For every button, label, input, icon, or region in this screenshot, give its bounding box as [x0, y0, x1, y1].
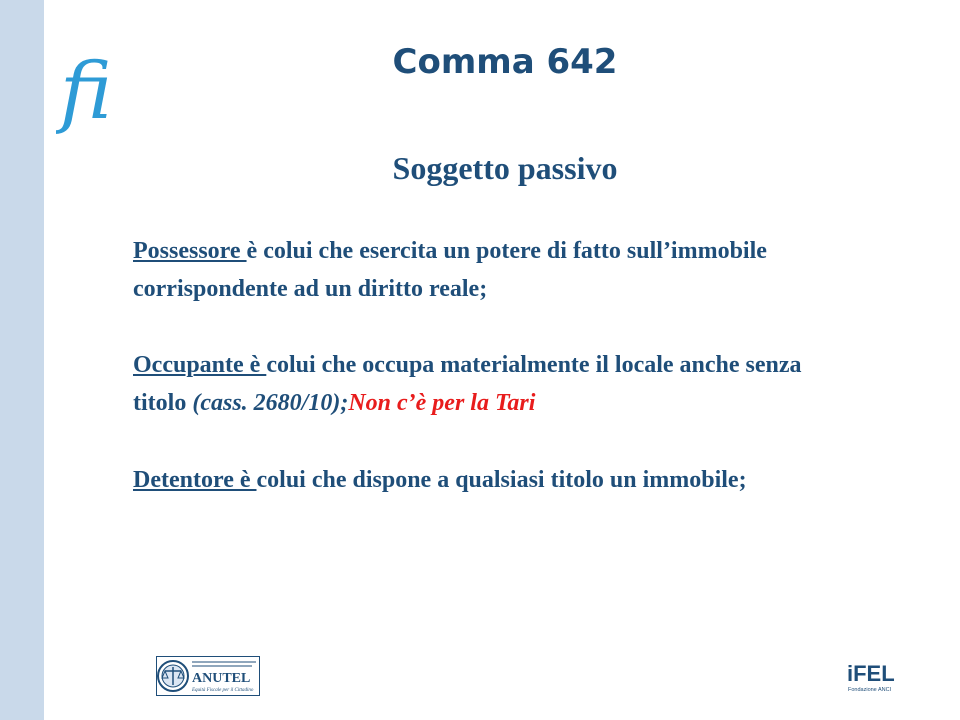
ifel-logo-text: iFEL [847, 661, 895, 686]
anutel-logo-text: ANUTEL [192, 671, 251, 686]
slide-title: Comma 642 [392, 42, 618, 82]
anutel-logo [156, 656, 260, 696]
paragraph-possessore [133, 232, 853, 308]
ifel-logo-tagline: Fondazione ANCI [848, 687, 892, 693]
term-possessore: Possessore [133, 238, 247, 264]
term-occupante: Occupante è [133, 352, 267, 378]
citation-cassazione: (cass. 2680/10); [192, 390, 349, 416]
fi-logo [56, 40, 126, 135]
ifel-logo [845, 655, 895, 695]
paragraph-occupante [133, 346, 853, 422]
note-tari: Non c’è per la Tari [348, 390, 536, 416]
paragraph-detentore [133, 461, 853, 499]
fi-logo-text: fi [60, 47, 113, 135]
slide-subtitle: Soggetto passivo [392, 150, 618, 186]
anutel-logo-tagline: Equità Fiscale per il Cittadino [192, 688, 254, 693]
term-detentore: Detentore è [133, 467, 257, 493]
left-sidebar-band [0, 0, 44, 720]
definition-possessore: è colui che esercita un potere di fatto sull’immobile corrispondente ad un diritto reale; [133, 238, 767, 302]
definition-occupante: colui che occupa materialmente il locale anche senza titolo [133, 352, 802, 416]
definition-detentore: colui che dispone a qualsiasi titolo un immobile; [256, 467, 747, 493]
